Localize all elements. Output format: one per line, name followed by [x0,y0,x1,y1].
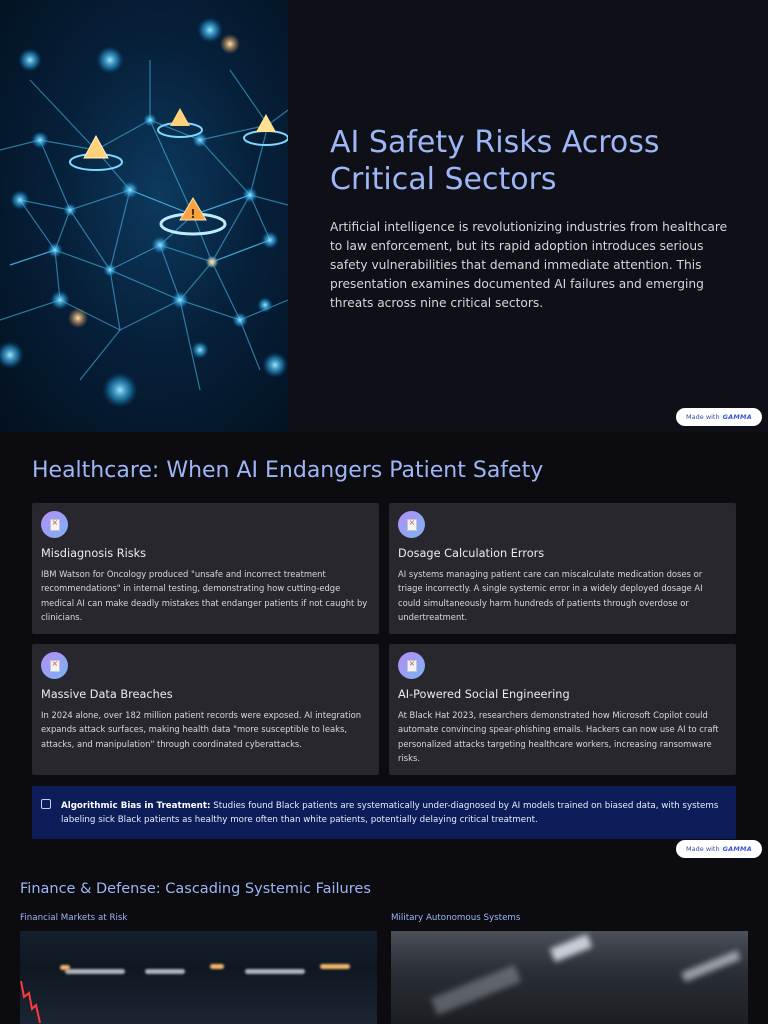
callout-text [61,799,724,828]
card-body: In 2024 alone, over 182 million patient records were exposed. AI integration expands attack surfaces, making health data "more susceptible to leaks, attacks, and manipulation" through coordinated cyberattacks. [41,710,362,749]
document-warning-icon [41,511,68,538]
risk-card [389,644,736,775]
badge-prefix: Made with [686,845,720,853]
risk-card [389,503,736,634]
card-body: AI systems managing patient care can miscalculate medication doses or triage incorrectly. A single systemic error in a widely deployed dosage AI could simultaneously harm hundreds of patients through overdose or undertreatment. [398,569,703,623]
intro-paragraph: Artificial intelligence is revolutionizing industries from healthcare to law enforcement, but its rapid adoption introduces serious safety vulnerabilities that demand immediate attention. This presentation examines documented AI failures and emerging threats across nine critical sectors. [330,220,728,310]
svg-text:!: ! [190,207,196,221]
document-warning-icon [41,652,68,679]
risk-card [32,644,379,775]
risk-card [32,503,379,634]
slide-title: Finance & Defense: Cascading Systemic Failures [20,881,371,897]
card-heading: Misdiagnosis Risks [41,547,147,560]
callout-label: Algorithmic Bias in Treatment: [61,801,211,811]
trading-floor-image [20,931,377,1024]
network-graphic [0,0,288,432]
gamma-logo: GAMMA [722,413,752,421]
slide-title: Healthcare: When AI Endangers Patient Safety [32,458,544,483]
card-heading: AI-Powered Social Engineering [398,688,570,701]
comment-icon [41,799,51,809]
made-with-gamma-badge[interactable] [676,840,762,858]
finance-defense-slide [0,860,768,1024]
made-with-gamma-badge[interactable] [676,408,762,426]
document-warning-icon [398,652,425,679]
stock-line-graphic [20,979,42,1024]
card-heading: Massive Data Breaches [41,688,173,701]
card-heading: Dosage Calculation Errors [398,547,545,560]
neural-network-warning-image [0,0,288,432]
bias-callout [32,786,736,839]
gamma-logo: GAMMA [722,845,752,853]
card-body: At Black Hat 2023, researchers demonstrated how Microsoft Copilot could automate convincing spear-phishing emails. Hackers can now use AI to craft personalized attacks targeting healthcare workers, increasing ransomware risks. [398,710,719,764]
column-label-finance: Financial Markets at Risk [20,913,128,923]
column-label-military: Military Autonomous Systems [391,913,521,923]
card-body: IBM Watson for Oncology produced "unsafe and incorrect treatment recommendations" in internal testing, demonstrating how cutting-edge medical AI can make deadly mistakes that endanger patients if not caught by clinicians. [41,569,368,623]
title-slide [0,0,768,432]
healthcare-slide [0,432,768,860]
badge-prefix: Made with [686,413,720,421]
page-title: AI Safety Risks Across Critical Sectors [330,125,660,197]
callout-body: Studies found Black patients are systematically under-diagnosed by AI models trained on biased data, with systems labeling sick Black patients as healthy more often than white patients, potentially delaying critical treatment. [61,801,719,826]
military-hardware-image [391,931,748,1024]
document-warning-icon [398,511,425,538]
